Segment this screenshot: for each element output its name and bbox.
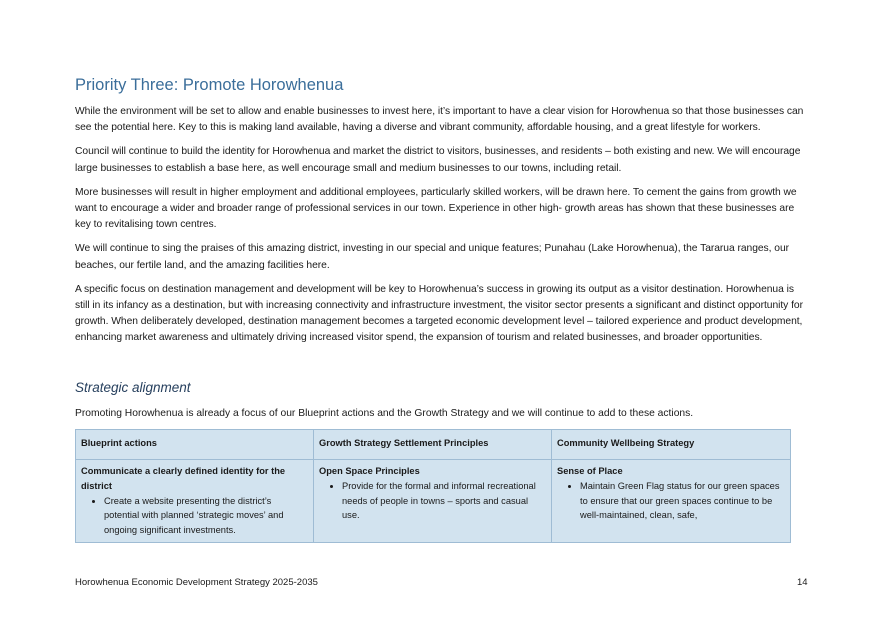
intro-paragraph: Promoting Horowhenua is already a focus of our Blueprint actions and the Growth Strategy and we will continue to add to these actions. xyxy=(75,408,694,419)
cell-heading: Sense of Place xyxy=(557,466,623,476)
table-header-cell: Community Wellbeing Strategy xyxy=(552,430,791,460)
list-item: • Provide for the formal and informal recreational needs of people in towns – sports and casual use. xyxy=(342,479,546,523)
paragraph: More businesses will result in higher employment and additional employees, particularly skilled workers, will be drawn here. To cement the gains from growth we want to encourage a wider and broader range of professional services in our town. Experience in other high- growth areas has shown that these businesses are key to revitalising town centres. xyxy=(75,186,797,231)
section-heading: Priority Three: Promote Horowhenua xyxy=(75,76,344,94)
bullet-list xyxy=(557,479,785,523)
table-header-row xyxy=(76,430,791,460)
strategic-alignment-table xyxy=(75,429,791,543)
cell-heading: Communicate a clearly defined identity for the district xyxy=(81,466,286,491)
paragraph: A specific focus on destination management and development will be key to Horowhenua’s success in growing its output as a visitor destination. Horowhenua is still in its infancy as a destination, but with increasing connectivity and infrastructure investment, the visitor sector presents a significant and distinct opportunity for growth. When deliberately developed, destination management becomes a targeted economic development level – tailored experience and product development, enhancing market awareness and ultimately driving increased visitor spend, the expansion of tourism and related businesses, and broader opportunities. xyxy=(75,283,803,344)
paragraph: We will continue to sing the praises of this amazing district, investing in our special and unique features; Punahau (Lake Horowhenua), the Tararua ranges, our beaches, our fertile land, and the amazing facilities here. xyxy=(75,243,790,271)
table-row xyxy=(76,460,791,543)
cell-heading: Open Space Principles xyxy=(319,466,420,476)
table-header-cell: Growth Strategy Settlement Principles xyxy=(314,430,552,460)
bullet-list xyxy=(319,479,546,523)
bullet-list xyxy=(81,494,308,538)
paragraph: While the environment will be set to allow and enable businesses to invest here, it’s important to have a clear vision for Horowhenua so that those businesses can see the potential here. Key to this is making land available, having a diverse and vibrant community, affordable housing, and a great lifestyle for workers. xyxy=(75,106,804,134)
body-text xyxy=(75,104,808,355)
list-item: • Create a website presenting the district’s potential with planned ‘strategic moves’ and ongoing significant investments. xyxy=(104,494,308,538)
subsection-heading: Strategic alignment xyxy=(75,380,191,395)
table-cell xyxy=(314,460,552,543)
page-number: 14 xyxy=(797,577,808,588)
list-item: • Maintain Green Flag status for our green spaces to ensure that our green spaces continue to be well-maintained, clean, safe, xyxy=(580,479,785,523)
table-cell xyxy=(76,460,314,543)
table-cell xyxy=(552,460,791,543)
paragraph: Council will continue to build the identity for Horowhenua and market the district to visitors, businesses, and residents – both existing and new. We will encourage large businesses to establish a base here, as well encourage small and medium businesses to our towns, including retail. xyxy=(75,146,801,174)
footer-title: Horowhenua Economic Development Strategy 2025-2035 xyxy=(75,577,318,588)
table-header-cell: Blueprint actions xyxy=(76,430,314,460)
